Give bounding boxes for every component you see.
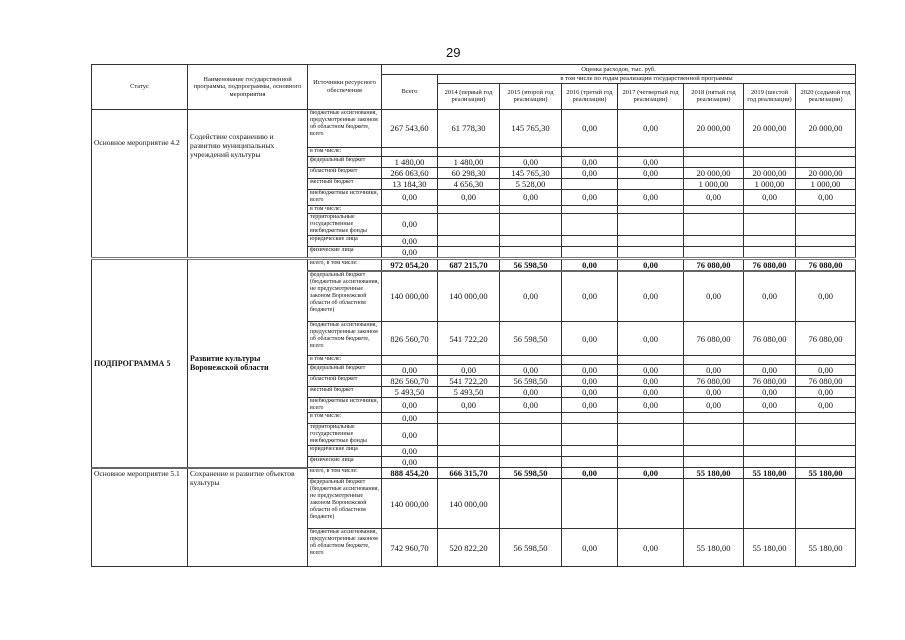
value-cell: 0,00 bbox=[618, 189, 684, 205]
table-body bbox=[92, 65, 856, 567]
value-cell bbox=[500, 235, 562, 246]
value-cell: 0,00 bbox=[744, 189, 796, 205]
value-cell bbox=[618, 235, 684, 246]
source-cell: бюджетные ассигнования, предусмотренные законом об областном бюджете, всего bbox=[308, 322, 382, 356]
value-cell bbox=[744, 205, 796, 213]
value-cell: 0,00 bbox=[562, 376, 618, 387]
value-cell: 0,00 bbox=[382, 213, 438, 235]
header-year: 2017 (четвертый год реализации) bbox=[618, 83, 684, 109]
source-cell: физические лица bbox=[308, 457, 382, 468]
value-cell: 76 080,00 bbox=[684, 322, 744, 356]
value-cell bbox=[618, 356, 684, 365]
value-cell bbox=[796, 424, 856, 446]
value-cell: 0,00 bbox=[562, 365, 618, 376]
value-cell: 145 765,30 bbox=[500, 167, 562, 178]
value-cell bbox=[562, 235, 618, 246]
value-cell bbox=[500, 213, 562, 235]
table-row bbox=[92, 109, 856, 147]
value-cell: 0,00 bbox=[500, 189, 562, 205]
value-cell: 541 722,20 bbox=[438, 322, 500, 356]
value-cell bbox=[382, 147, 438, 156]
value-cell: 0,00 bbox=[382, 235, 438, 246]
value-cell: 0,00 bbox=[438, 365, 500, 376]
source-cell: территориальные государственные внебюджетные фонды bbox=[308, 424, 382, 446]
value-cell: 76 080,00 bbox=[684, 376, 744, 387]
value-cell: 826 560,70 bbox=[382, 376, 438, 387]
value-cell: 972 054,20 bbox=[382, 258, 438, 271]
value-cell bbox=[382, 205, 438, 213]
value-cell bbox=[438, 457, 500, 468]
value-cell bbox=[618, 246, 684, 258]
value-cell bbox=[438, 246, 500, 258]
header-year: 2019 (шестой год реализации) bbox=[744, 83, 796, 109]
value-cell: 1 480,00 bbox=[382, 156, 438, 167]
value-cell bbox=[684, 413, 744, 424]
value-cell bbox=[618, 413, 684, 424]
source-cell: внебюджетные источники, всего bbox=[308, 189, 382, 205]
value-cell: 0,00 bbox=[618, 109, 684, 147]
source-cell: территориальные государственные внебюджетные фонды bbox=[308, 213, 382, 235]
expenditure-table bbox=[91, 64, 856, 567]
value-cell: 56 598,50 bbox=[500, 468, 562, 479]
value-cell: 0,00 bbox=[562, 271, 618, 322]
value-cell bbox=[744, 457, 796, 468]
value-cell: 61 778,30 bbox=[438, 109, 500, 147]
value-cell: 0,00 bbox=[382, 398, 438, 413]
value-cell: 0,00 bbox=[618, 365, 684, 376]
value-cell bbox=[500, 479, 562, 529]
value-cell bbox=[500, 446, 562, 457]
value-cell bbox=[618, 457, 684, 468]
value-cell bbox=[438, 235, 500, 246]
value-cell: 76 080,00 bbox=[744, 258, 796, 271]
source-cell: в том числе: bbox=[308, 205, 382, 213]
value-cell: 56 598,50 bbox=[500, 376, 562, 387]
value-cell: 0,00 bbox=[744, 398, 796, 413]
value-cell: 76 080,00 bbox=[744, 322, 796, 356]
row-status: ПОДПРОГРАММА 5 bbox=[92, 258, 188, 468]
value-cell bbox=[744, 356, 796, 365]
value-cell: 0,00 bbox=[618, 468, 684, 479]
page-number: 29 bbox=[446, 45, 461, 60]
value-cell bbox=[438, 205, 500, 213]
value-cell bbox=[618, 205, 684, 213]
value-cell: 1 480,00 bbox=[438, 156, 500, 167]
value-cell: 742 960,70 bbox=[382, 529, 438, 567]
value-cell: 0,00 bbox=[562, 189, 618, 205]
value-cell: 140 000,00 bbox=[438, 271, 500, 322]
value-cell bbox=[684, 479, 744, 529]
value-cell bbox=[796, 205, 856, 213]
value-cell: 0,00 bbox=[500, 387, 562, 398]
value-cell bbox=[438, 413, 500, 424]
value-cell: 55 180,00 bbox=[796, 468, 856, 479]
value-cell: 55 180,00 bbox=[796, 529, 856, 567]
source-cell: местный бюджет bbox=[308, 387, 382, 398]
value-cell: 76 080,00 bbox=[796, 258, 856, 271]
value-cell: 0,00 bbox=[744, 365, 796, 376]
value-cell: 0,00 bbox=[500, 156, 562, 167]
value-cell: 55 180,00 bbox=[684, 468, 744, 479]
value-cell bbox=[618, 213, 684, 235]
source-cell: всего, в том числе: bbox=[308, 258, 382, 271]
source-cell: физические лица bbox=[308, 246, 382, 258]
value-cell: 0,00 bbox=[744, 271, 796, 322]
value-cell: 1 000,00 bbox=[684, 178, 744, 189]
value-cell bbox=[500, 205, 562, 213]
value-cell bbox=[562, 479, 618, 529]
source-cell: бюджетные ассигнования, предусмотренные законом об областном бюджете, всего bbox=[308, 529, 382, 567]
value-cell bbox=[562, 178, 618, 189]
value-cell: 140 000,00 bbox=[382, 479, 438, 529]
value-cell bbox=[500, 413, 562, 424]
value-cell bbox=[500, 424, 562, 446]
source-cell: юридические лица bbox=[308, 446, 382, 457]
source-cell: федеральный бюджет bbox=[308, 156, 382, 167]
value-cell: 0,00 bbox=[382, 246, 438, 258]
value-cell: 0,00 bbox=[562, 398, 618, 413]
value-cell bbox=[618, 147, 684, 156]
value-cell bbox=[438, 356, 500, 365]
value-cell: 0,00 bbox=[796, 189, 856, 205]
value-cell bbox=[796, 246, 856, 258]
source-cell: федеральный бюджет (бюджетные ассигнования, не предусмотренные законом Воронежской области об областном бюджете) bbox=[308, 271, 382, 322]
value-cell bbox=[562, 356, 618, 365]
row-status: Основное мероприятие 4.2 bbox=[92, 109, 188, 258]
value-cell: 0,00 bbox=[684, 271, 744, 322]
header-year: 2018 (пятый год реализации) bbox=[684, 83, 744, 109]
source-cell: внебюджетные источники, всего bbox=[308, 398, 382, 413]
value-cell: 888 454,20 bbox=[382, 468, 438, 479]
value-cell bbox=[684, 246, 744, 258]
value-cell bbox=[744, 413, 796, 424]
value-cell bbox=[796, 356, 856, 365]
value-cell bbox=[684, 457, 744, 468]
value-cell bbox=[618, 446, 684, 457]
value-cell: 140 000,00 bbox=[438, 479, 500, 529]
value-cell bbox=[438, 147, 500, 156]
value-cell: 0,00 bbox=[562, 258, 618, 271]
value-cell: 0,00 bbox=[562, 468, 618, 479]
value-cell: 0,00 bbox=[562, 167, 618, 178]
value-cell: 20 000,00 bbox=[744, 109, 796, 147]
value-cell: 0,00 bbox=[684, 365, 744, 376]
value-cell bbox=[796, 413, 856, 424]
value-cell bbox=[796, 446, 856, 457]
value-cell bbox=[438, 446, 500, 457]
value-cell: 0,00 bbox=[796, 365, 856, 376]
value-cell: 0,00 bbox=[382, 189, 438, 205]
value-cell: 0,00 bbox=[684, 387, 744, 398]
value-cell: 5 493,50 bbox=[438, 387, 500, 398]
header-source: Источники ресурсного обеспечения bbox=[308, 65, 382, 110]
source-cell: в том числе: bbox=[308, 147, 382, 156]
value-cell bbox=[796, 156, 856, 167]
value-cell: 0,00 bbox=[618, 156, 684, 167]
value-cell: 0,00 bbox=[684, 398, 744, 413]
value-cell bbox=[500, 457, 562, 468]
value-cell bbox=[744, 424, 796, 446]
value-cell: 140 000,00 bbox=[382, 271, 438, 322]
value-cell: 0,00 bbox=[562, 156, 618, 167]
value-cell: 4 656,30 bbox=[438, 178, 500, 189]
value-cell: 0,00 bbox=[618, 376, 684, 387]
value-cell: 0,00 bbox=[562, 529, 618, 567]
value-cell: 56 598,50 bbox=[500, 322, 562, 356]
source-cell: юридические лица bbox=[308, 235, 382, 246]
value-cell: 55 180,00 bbox=[744, 529, 796, 567]
value-cell bbox=[562, 424, 618, 446]
value-cell: 0,00 bbox=[500, 398, 562, 413]
source-cell: областной бюджет bbox=[308, 167, 382, 178]
source-cell: областной бюджет bbox=[308, 376, 382, 387]
value-cell: 267 543,60 bbox=[382, 109, 438, 147]
row-status: Основное мероприятие 5.1 bbox=[92, 468, 188, 567]
value-cell bbox=[684, 235, 744, 246]
value-cell: 20 000,00 bbox=[684, 167, 744, 178]
value-cell: 0,00 bbox=[618, 271, 684, 322]
value-cell bbox=[744, 446, 796, 457]
value-cell bbox=[562, 246, 618, 258]
value-cell bbox=[562, 457, 618, 468]
value-cell bbox=[562, 213, 618, 235]
value-cell: 0,00 bbox=[382, 457, 438, 468]
value-cell: 0,00 bbox=[618, 529, 684, 567]
value-cell bbox=[618, 479, 684, 529]
value-cell bbox=[684, 147, 744, 156]
value-cell: 0,00 bbox=[438, 398, 500, 413]
header-year: 2015 (второй год реализации) bbox=[500, 83, 562, 109]
value-cell bbox=[744, 246, 796, 258]
value-cell: 0,00 bbox=[382, 446, 438, 457]
value-cell bbox=[438, 424, 500, 446]
value-cell bbox=[562, 205, 618, 213]
value-cell: 0,00 bbox=[618, 258, 684, 271]
value-cell: 76 080,00 bbox=[744, 376, 796, 387]
value-cell bbox=[684, 446, 744, 457]
row-name: Содействие сохранению и развитию муниципальных учреждений культуры bbox=[188, 109, 308, 258]
value-cell bbox=[684, 213, 744, 235]
source-cell: всего, в том числе: bbox=[308, 468, 382, 479]
value-cell: 56 598,50 bbox=[500, 529, 562, 567]
header-status: Статус bbox=[92, 65, 188, 110]
value-cell: 13 184,30 bbox=[382, 178, 438, 189]
value-cell: 0,00 bbox=[618, 167, 684, 178]
value-cell: 520 822,20 bbox=[438, 529, 500, 567]
value-cell: 0,00 bbox=[684, 189, 744, 205]
value-cell: 0,00 bbox=[796, 271, 856, 322]
value-cell bbox=[796, 457, 856, 468]
header-year: 2020 (седьмой год реализации) bbox=[796, 83, 856, 109]
value-cell bbox=[562, 413, 618, 424]
value-cell bbox=[684, 424, 744, 446]
value-cell: 1 000,00 bbox=[744, 178, 796, 189]
value-cell bbox=[500, 246, 562, 258]
value-cell: 0,00 bbox=[618, 322, 684, 356]
value-cell: 0,00 bbox=[382, 365, 438, 376]
value-cell: 266 063,60 bbox=[382, 167, 438, 178]
value-cell: 0,00 bbox=[500, 365, 562, 376]
value-cell: 20 000,00 bbox=[684, 109, 744, 147]
value-cell: 76 080,00 bbox=[684, 258, 744, 271]
value-cell: 0,00 bbox=[382, 424, 438, 446]
value-cell: 20 000,00 bbox=[796, 109, 856, 147]
value-cell bbox=[562, 446, 618, 457]
value-cell bbox=[744, 479, 796, 529]
value-cell: 5 528,00 bbox=[500, 178, 562, 189]
header-by-years: в том числе по годам реализации государственной программы bbox=[438, 75, 856, 84]
value-cell bbox=[796, 147, 856, 156]
value-cell: 1 000,00 bbox=[796, 178, 856, 189]
header-name: Наименование государственной программы, подпрограммы, основного мероприятия bbox=[188, 65, 308, 110]
value-cell bbox=[618, 424, 684, 446]
value-cell: 0,00 bbox=[796, 398, 856, 413]
value-cell: 0,00 bbox=[382, 413, 438, 424]
value-cell: 76 080,00 bbox=[796, 376, 856, 387]
value-cell bbox=[562, 147, 618, 156]
value-cell: 0,00 bbox=[562, 387, 618, 398]
source-cell: в том числе: bbox=[308, 413, 382, 424]
value-cell bbox=[796, 213, 856, 235]
value-cell bbox=[618, 178, 684, 189]
value-cell bbox=[684, 156, 744, 167]
value-cell bbox=[382, 356, 438, 365]
value-cell: 826 560,70 bbox=[382, 322, 438, 356]
value-cell: 0,00 bbox=[438, 189, 500, 205]
source-cell: федеральный бюджет bbox=[308, 365, 382, 376]
source-cell: федеральный бюджет (бюджетные ассигнования, не предусмотренные законом Воронежской области об областном бюджете) bbox=[308, 479, 382, 529]
header-year: 2016 (третий год реализации) bbox=[562, 83, 618, 109]
source-cell: в том числе: bbox=[308, 356, 382, 365]
value-cell bbox=[744, 156, 796, 167]
value-cell: 666 315,70 bbox=[438, 468, 500, 479]
value-cell bbox=[744, 147, 796, 156]
value-cell bbox=[796, 479, 856, 529]
source-cell: бюджетные ассигнования, предусмотренные законом об областном бюджете, всего bbox=[308, 109, 382, 147]
value-cell: 60 298,30 bbox=[438, 167, 500, 178]
table-row bbox=[92, 468, 856, 479]
header-estimate: Оценка расходов, тыс. руб. bbox=[382, 65, 856, 75]
value-cell: 55 180,00 bbox=[744, 468, 796, 479]
row-name: Развитие культуры Воронежской области bbox=[188, 258, 308, 468]
value-cell: 0,00 bbox=[744, 387, 796, 398]
value-cell: 0,00 bbox=[618, 398, 684, 413]
value-cell: 0,00 bbox=[562, 109, 618, 147]
value-cell bbox=[500, 147, 562, 156]
value-cell: 56 598,50 bbox=[500, 258, 562, 271]
value-cell: 5 493,50 bbox=[382, 387, 438, 398]
row-name: Сохранение и развитие объектов культуры bbox=[188, 468, 308, 567]
value-cell: 0,00 bbox=[796, 387, 856, 398]
value-cell bbox=[500, 356, 562, 365]
value-cell: 687 215,70 bbox=[438, 258, 500, 271]
value-cell: 76 080,00 bbox=[796, 322, 856, 356]
header-total: Всего bbox=[382, 75, 438, 110]
value-cell: 541 722,20 bbox=[438, 376, 500, 387]
value-cell: 145 765,30 bbox=[500, 109, 562, 147]
value-cell bbox=[684, 205, 744, 213]
value-cell: 0,00 bbox=[618, 387, 684, 398]
header-year: 2014 (первый год реализации) bbox=[438, 83, 500, 109]
value-cell: 0,00 bbox=[500, 271, 562, 322]
value-cell: 55 180,00 bbox=[684, 529, 744, 567]
value-cell bbox=[796, 235, 856, 246]
value-cell bbox=[744, 213, 796, 235]
value-cell: 0,00 bbox=[562, 322, 618, 356]
value-cell bbox=[744, 235, 796, 246]
value-cell: 20 000,00 bbox=[796, 167, 856, 178]
table-row bbox=[92, 258, 856, 271]
value-cell bbox=[438, 213, 500, 235]
value-cell: 20 000,00 bbox=[744, 167, 796, 178]
value-cell bbox=[684, 356, 744, 365]
source-cell: местный бюджет bbox=[308, 178, 382, 189]
